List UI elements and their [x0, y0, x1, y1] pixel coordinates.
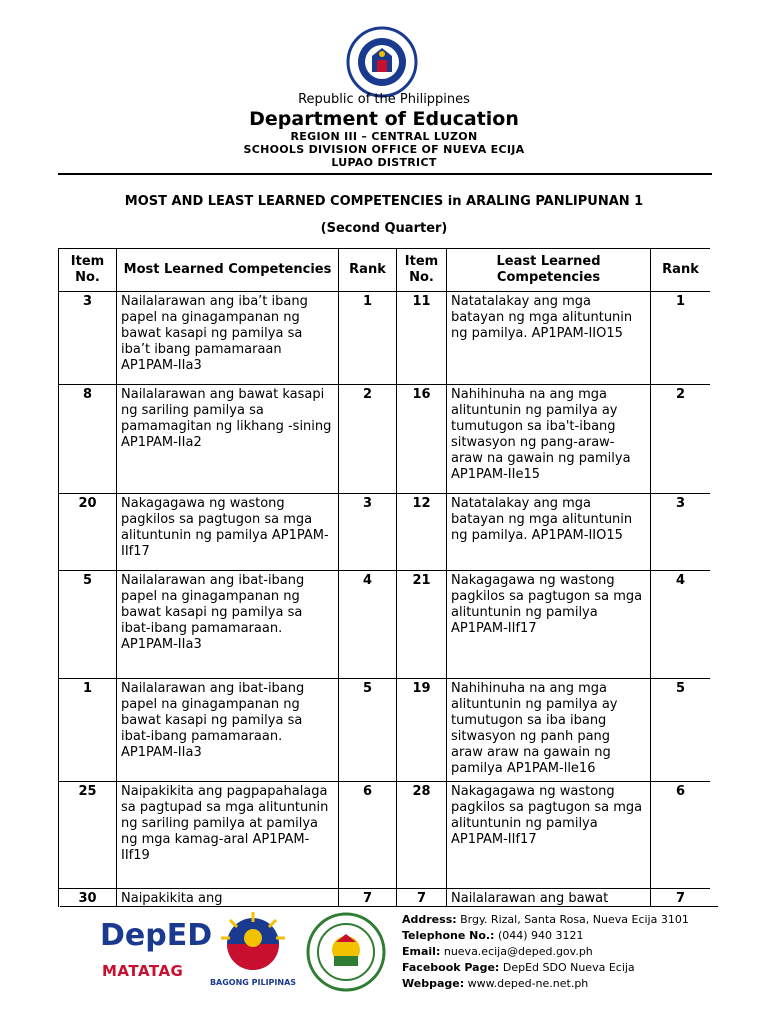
rank: 7	[339, 889, 397, 908]
rank-2: 6	[651, 782, 711, 889]
least-learned-competency: Natatalakay ang mga batayan ng mga alituntunin ng pamilya. AP1PAM-IIO15	[447, 494, 651, 571]
webpage-line	[402, 976, 689, 992]
most-learned-competency: Naipakikita ang pagpapahalaga sa pagtupad sa mga alituntunin ng sariling pamilya at pamilya ng mga kamag-aral AP1PAM-IIf19	[117, 782, 339, 889]
item-no-2: 28	[397, 782, 447, 889]
col-header-least-learned: Least Learned Competencies	[447, 249, 651, 292]
sdo-nueva-ecija-logo-icon	[306, 912, 386, 992]
department-name: Department of Education	[249, 108, 519, 130]
rank: 3	[339, 494, 397, 571]
item-no-2: 21	[397, 571, 447, 679]
bagong-pilipinas-logo	[208, 908, 298, 990]
rank-2: 2	[651, 385, 711, 494]
table-row	[59, 679, 711, 782]
address-line	[402, 912, 689, 928]
facebook-value: DepEd SDO Nueva Ecija	[502, 961, 635, 974]
most-learned-competency: Nakagagawa ng wastong pagkilos sa pagtugon sa mga alituntunin ng pamilya AP1PAM-IIf17	[117, 494, 339, 571]
rank-2: 4	[651, 571, 711, 679]
deped-logo-text: DepED	[100, 918, 213, 953]
most-learned-competency: Nailalarawan ang ibat-ibang papel na ginagampanan ng bawat kasapi ng pamilya sa ibat-ibang pamamaraan. AP1PAM-IIa3	[117, 679, 339, 782]
table-row	[59, 889, 711, 908]
webpage-label: Webpage:	[402, 977, 465, 990]
republic-line: Republic of the Philippines	[298, 92, 470, 107]
col-header-most-learned: Most Learned Competencies	[117, 249, 339, 292]
bagong-pilipinas-text: BAGONG PILIPINAS	[209, 978, 297, 987]
most-learned-competency: Nailalarawan ang ibat-ibang papel na ginagampanan ng bawat kasapi ng pamilya sa ibat-ibang pamamaraan. AP1PAM-IIa3	[117, 571, 339, 679]
telephone-value: (044) 940 3121	[497, 929, 584, 942]
rank-2: 7	[651, 889, 711, 908]
least-learned-competency: Nahihinuha na ang mga alituntunin ng pamilya ay tumutugon sa iba ibang sitwasyon ng panh pang araw araw na gawain ng pamilya AP1PAM-lle16	[447, 679, 651, 782]
webpage-value: www.deped-ne.net.ph	[467, 977, 589, 990]
rank-2: 3	[651, 494, 711, 571]
item-no: 20	[59, 494, 117, 571]
email-value: nueva.ecija@deped.gov.ph	[443, 945, 593, 958]
table-row	[59, 571, 711, 679]
table-row	[59, 292, 711, 385]
table-header-row	[59, 249, 711, 292]
most-learned-competency: Naipakikita ang	[117, 889, 339, 908]
least-learned-competency: Nailalarawan ang bawat	[447, 889, 651, 908]
telephone-line	[402, 928, 689, 944]
deped-seal-icon	[346, 26, 418, 98]
competencies-table	[58, 248, 710, 907]
col-header-item-no-2: Item No.	[397, 249, 447, 292]
item-no-2: 19	[397, 679, 447, 782]
deped-matatag-logo	[100, 918, 220, 988]
rank: 4	[339, 571, 397, 679]
email-label: Email:	[402, 945, 441, 958]
item-no: 3	[59, 292, 117, 385]
contact-block	[402, 912, 689, 992]
col-header-item-no: Item No.	[59, 249, 117, 292]
document-quarter: (Second Quarter)	[320, 221, 448, 236]
table-row	[59, 782, 711, 889]
rank: 5	[339, 679, 397, 782]
most-learned-competency: Nailalarawan ang iba’t ibang papel na ginagampanan ng bawat kasapi ng pamilya sa iba’t ibang pamamaraan AP1PAM-IIa3	[117, 292, 339, 385]
least-learned-competency: Nahihinuha na ang mga alituntunin ng pamilya ay tumutugon sa iba't-ibang sitwasyon ng pang-araw-araw na gawain ng pamilya AP1PAM-IIe15	[447, 385, 651, 494]
item-no-2: 16	[397, 385, 447, 494]
rank-2: 5	[651, 679, 711, 782]
telephone-label: Telephone No.:	[402, 929, 495, 942]
item-no-2: 7	[397, 889, 447, 908]
facebook-line	[402, 960, 689, 976]
table-row	[59, 385, 711, 494]
district-line: LUPAO DISTRICT	[331, 156, 437, 169]
item-no: 30	[59, 889, 117, 908]
item-no: 1	[59, 679, 117, 782]
division-line: SCHOOLS DIVISION OFFICE OF NUEVA ECIJA	[243, 143, 525, 156]
item-no: 8	[59, 385, 117, 494]
rank: 1	[339, 292, 397, 385]
address-label: Address:	[402, 913, 457, 926]
item-no: 5	[59, 571, 117, 679]
least-learned-competency: Natatalakay ang mga batayan ng mga alituntunin ng pamilya. AP1PAM-IIO15	[447, 292, 651, 385]
item-no: 25	[59, 782, 117, 889]
item-no-2: 12	[397, 494, 447, 571]
col-header-rank: Rank	[339, 249, 397, 292]
document-title: MOST AND LEAST LEARNED COMPETENCIES in ARALING PANLIPUNAN 1	[124, 194, 644, 209]
footer-divider	[60, 906, 718, 907]
facebook-label: Facebook Page:	[402, 961, 500, 974]
least-learned-competency: Nakagagawa ng wastong pagkilos sa pagtugon sa mga alituntunin ng pamilya AP1PAM-IIf17	[447, 571, 651, 679]
matatag-logo-text: MATATAG	[102, 962, 184, 980]
rank: 2	[339, 385, 397, 494]
header-divider	[58, 173, 712, 175]
item-no-2: 11	[397, 292, 447, 385]
competencies-table-wrapper	[58, 248, 710, 907]
least-learned-competency: Nakagagawa ng wastong pagkilos sa pagtugon sa mga alituntunin ng pamilya AP1PAM-IIf17	[447, 782, 651, 889]
bagong-pilipinas-sun-icon	[208, 908, 298, 978]
region-line: REGION III – CENTRAL LUZON	[290, 130, 478, 143]
address-value: Brgy. Rizal, Santa Rosa, Nueva Ecija 3101	[460, 913, 689, 926]
most-learned-competency: Nailalarawan ang bawat kasapi ng sariling pamilya sa pamamagitan ng likhang -sining AP1PAM-IIa2	[117, 385, 339, 494]
rank: 6	[339, 782, 397, 889]
rank-2: 1	[651, 292, 711, 385]
email-line	[402, 944, 689, 960]
col-header-rank-2: Rank	[651, 249, 711, 292]
table-row	[59, 494, 711, 571]
